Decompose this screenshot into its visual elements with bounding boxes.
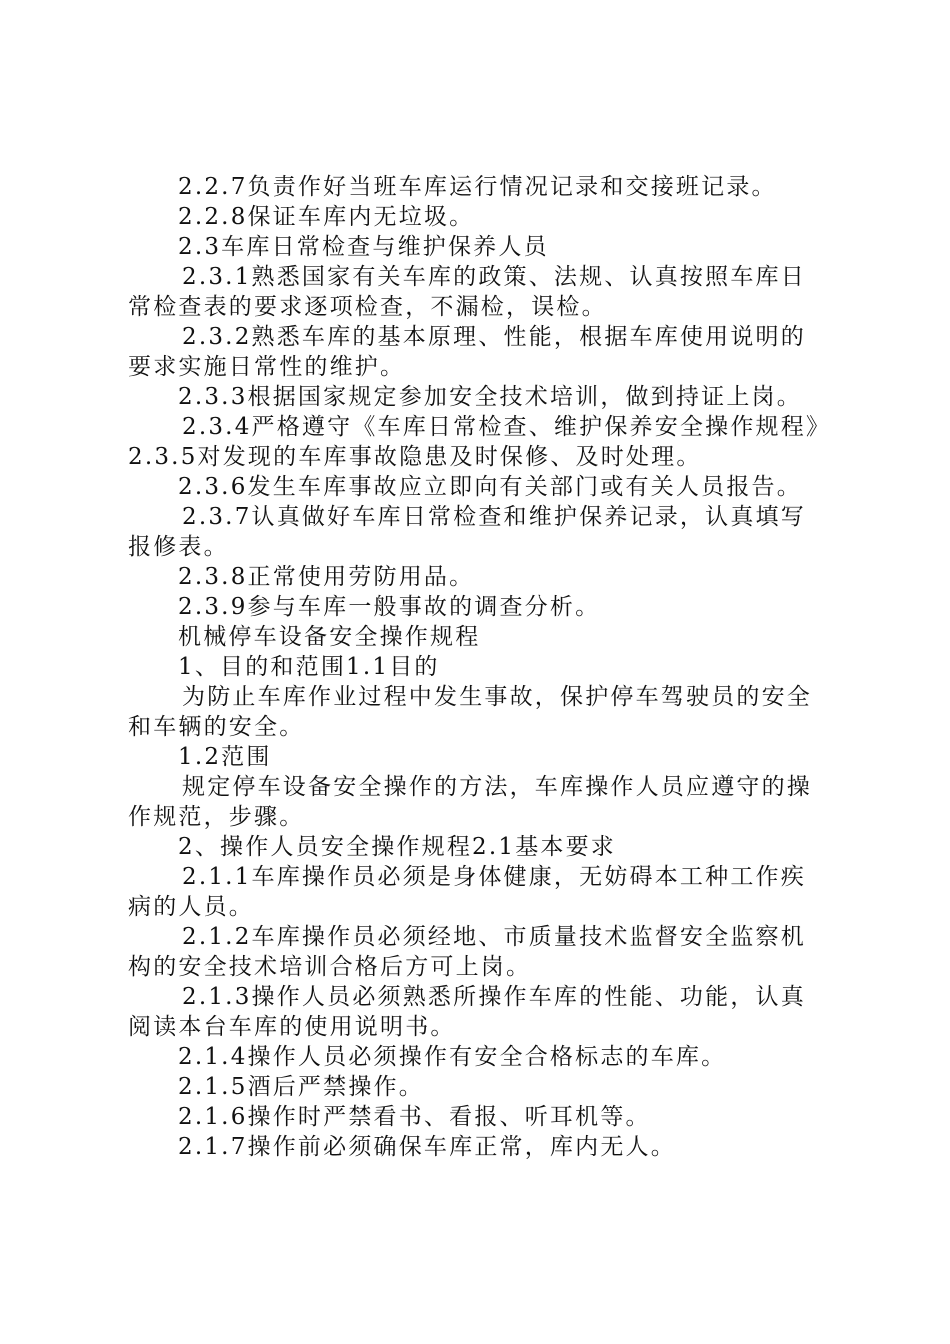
document-body <box>128 172 830 1162</box>
document-title: 机械停车设备安全操作规程 <box>178 624 481 650</box>
paragraph-2-3-4: 2.3.4严格遵守《车库日常检查、维护保养安全操作规程》2.3.5对发现的车库事故隐患及时保修、及时处理。 <box>128 414 820 470</box>
paragraph-purpose: 为防止车库作业过程中发生事故，保护停车驾驶员的安全和车辆的安全。 <box>128 684 812 740</box>
section-heading-1-2: 1.2范围 <box>178 744 272 770</box>
paragraph-2-3-6: 2.3.6发生车库事故应立即向有关部门或有关人员报告。 <box>178 474 802 500</box>
paragraph-2-1-2: 2.1.2车库操作员必须经地、市质量技术监督安全监察机构的安全技术培训合格后方可上岗。 <box>128 924 806 980</box>
paragraph-2-3-3: 2.3.3根据国家规定参加安全技术培训，做到持证上岗。 <box>178 384 802 410</box>
section-heading-2-3: 2.3车库日常检查与维护保养人员 <box>178 234 549 260</box>
paragraph-2-3-8: 2.3.8正常使用劳防用品。 <box>178 564 475 590</box>
paragraph-2-1-1: 2.1.1车库操作员必须是身体健康，无妨碍本工种工作疾病的人员。 <box>128 864 806 920</box>
paragraph-2-3-9: 2.3.9参与车库一般事故的调查分析。 <box>178 594 601 620</box>
paragraph-2-1-6: 2.1.6操作时严禁看书、看报、听耳机等。 <box>178 1104 651 1130</box>
paragraph-2-1-5: 2.1.5酒后严禁操作。 <box>178 1074 424 1100</box>
paragraph-2-1-3: 2.1.3操作人员必须熟悉所操作车库的性能、功能，认真阅读本台车库的使用说明书。 <box>128 984 806 1040</box>
paragraph-2-3-7: 2.3.7认真做好车库日常检查和维护保养记录，认真填写报修表。 <box>128 504 806 560</box>
section-heading-1: 1、目的和范围1.1目的 <box>178 654 440 680</box>
section-heading-2: 2、操作人员安全操作规程2.1基本要求 <box>178 834 617 860</box>
paragraph-2-3-1: 2.3.1熟悉国家有关车库的政策、法规、认真按照车库日常检查表的要求逐项检查，不漏检，误检。 <box>128 264 806 320</box>
paragraph-2-2-7: 2.2.7负责作好当班车库运行情况记录和交接班记录。 <box>178 174 777 200</box>
paragraph-2-1-4: 2.1.4操作人员必须操作有安全合格标志的车库。 <box>178 1044 727 1070</box>
paragraph-2-3-2: 2.3.2熟悉车库的基本原理、性能，根据车库使用说明的要求实施日常性的维护。 <box>128 324 806 380</box>
paragraph-scope: 规定停车设备安全操作的方法，车库操作人员应遵守的操作规范，步骤。 <box>128 774 812 830</box>
paragraph-2-1-7: 2.1.7操作前必须确保车库正常，库内无人。 <box>178 1134 676 1160</box>
paragraph-2-2-8: 2.2.8保证车库内无垃圾。 <box>178 204 475 230</box>
